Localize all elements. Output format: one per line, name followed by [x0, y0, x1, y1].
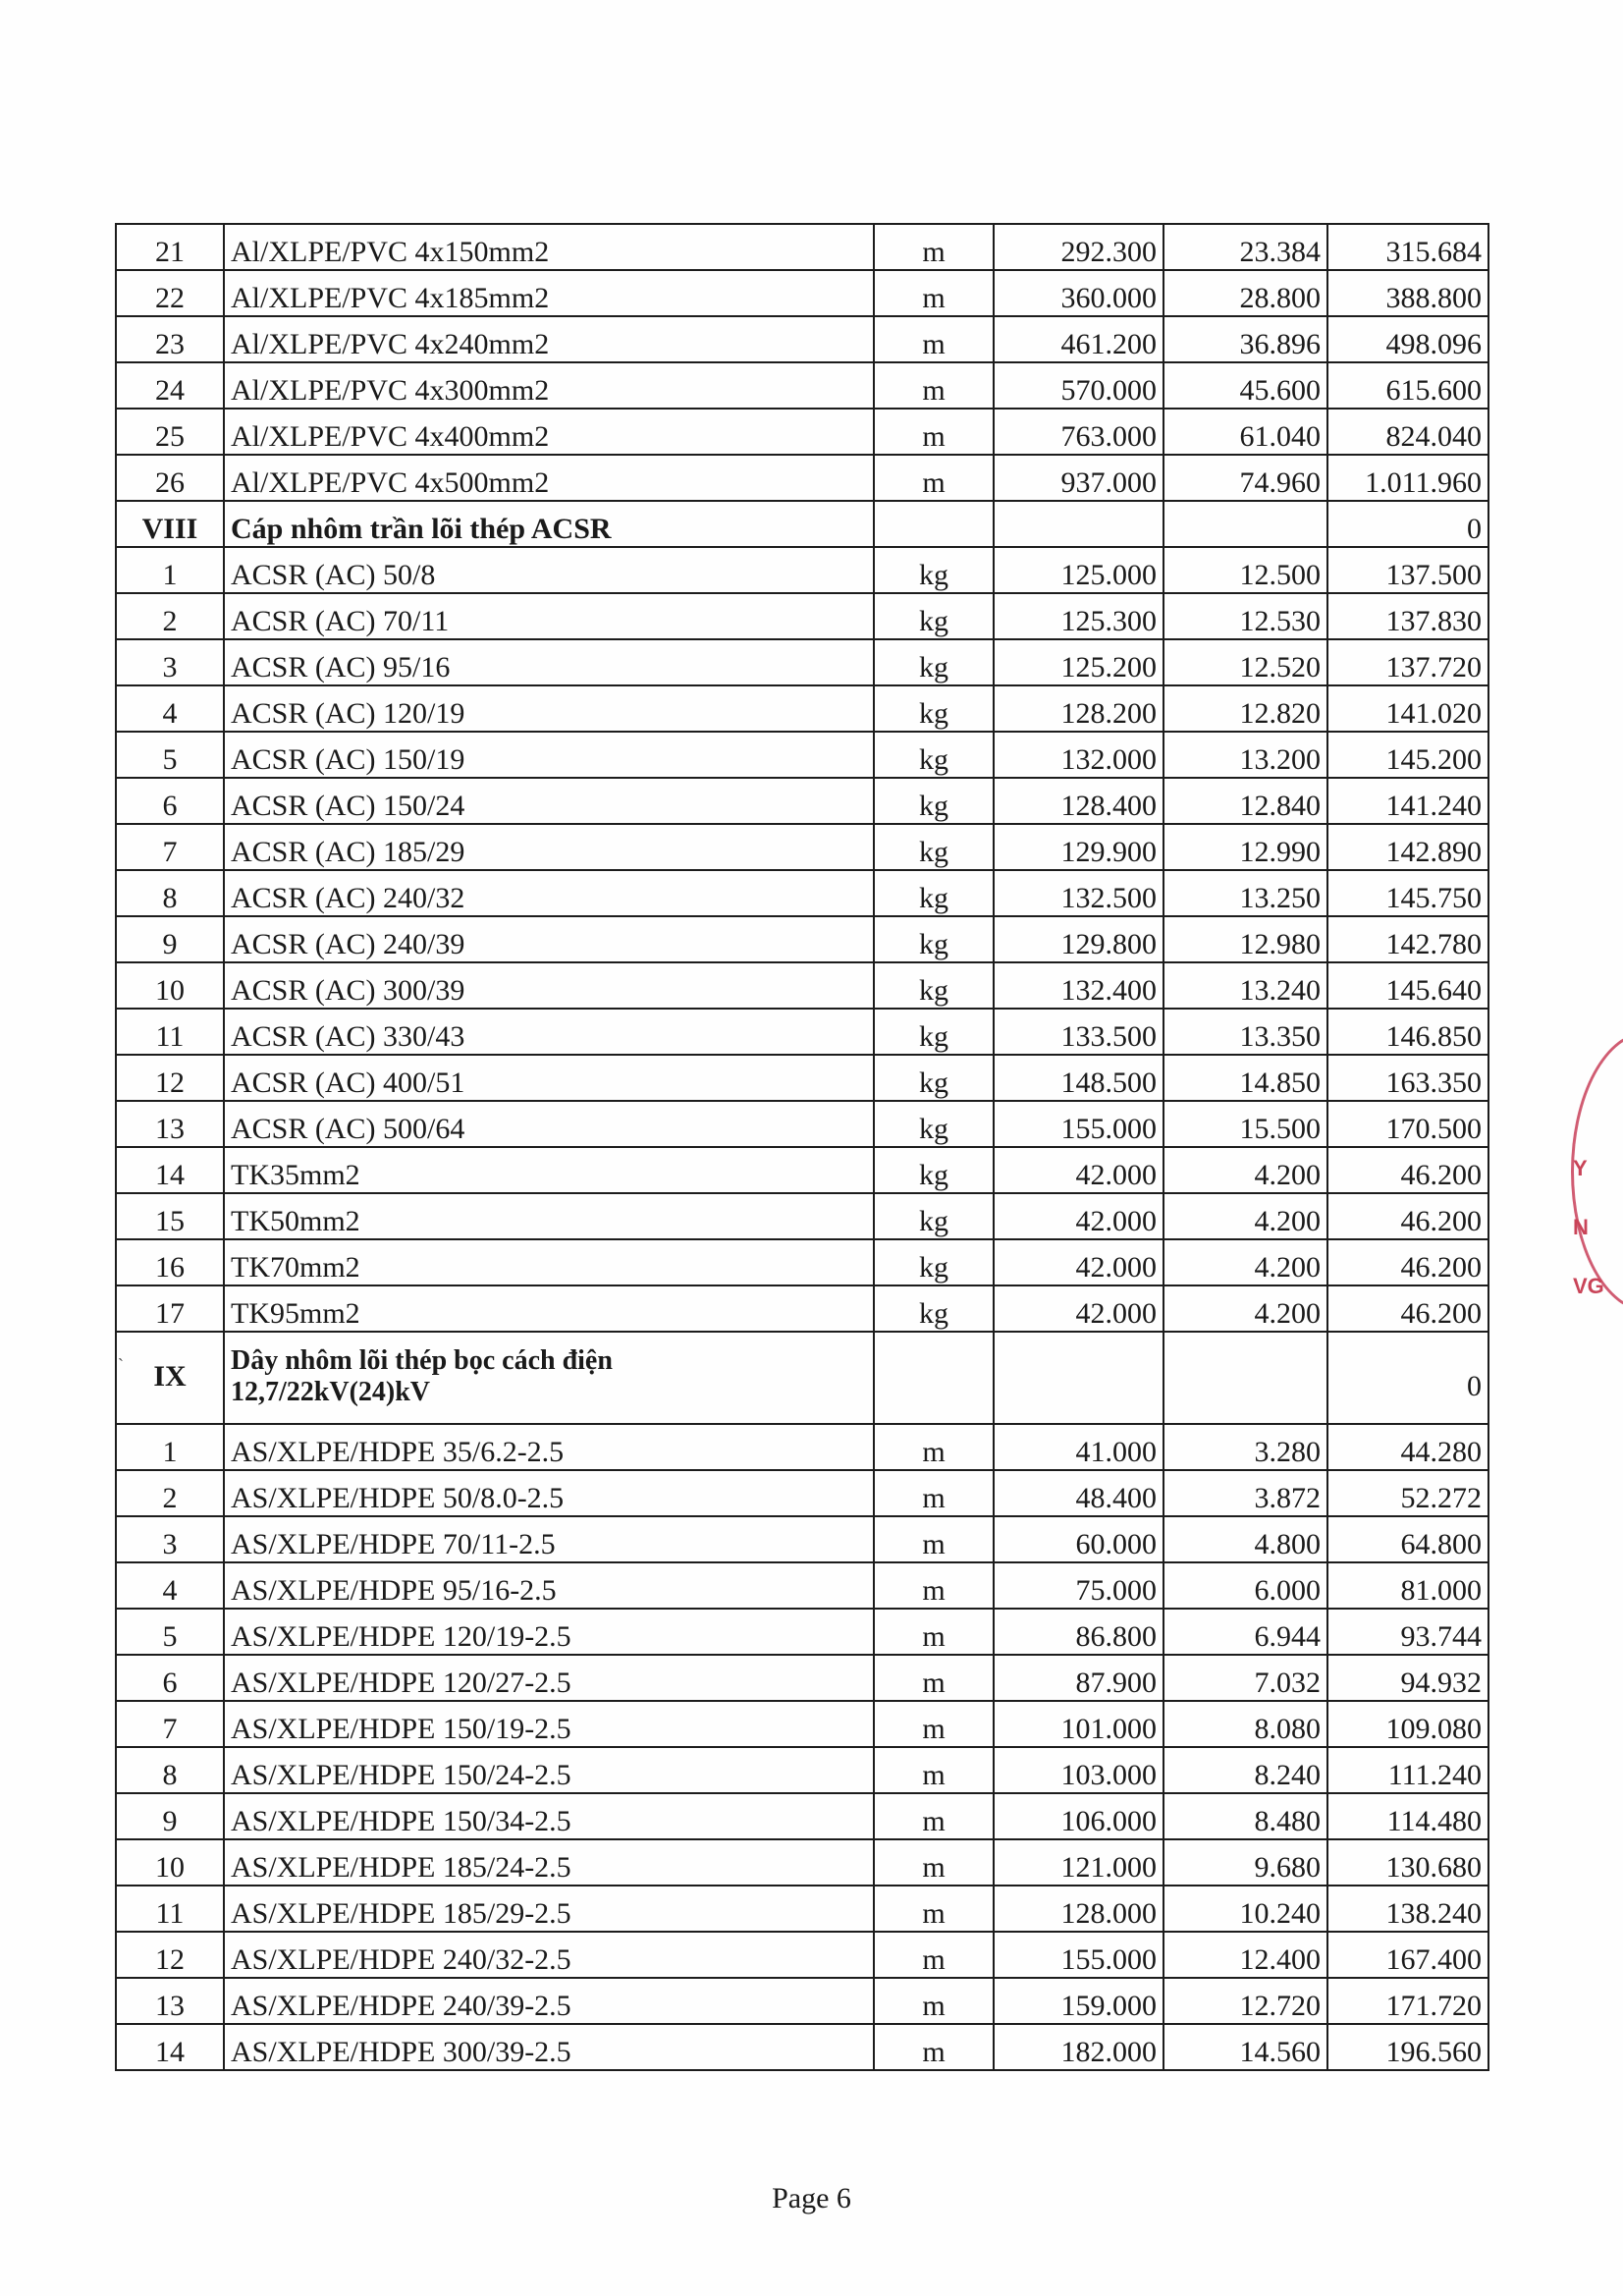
total-amount: 94.932	[1327, 1655, 1488, 1701]
row-number: 11	[116, 1009, 224, 1055]
total-amount: 46.200	[1327, 1285, 1488, 1332]
unit: kg	[874, 1055, 994, 1101]
table-row	[116, 224, 1488, 270]
table-row	[116, 1886, 1488, 1932]
row-number: 4	[116, 685, 224, 732]
row-number: 8	[116, 1747, 224, 1793]
table-row	[116, 1562, 1488, 1609]
row-number: 9	[116, 916, 224, 962]
unit: m	[874, 316, 994, 362]
item-name: AS/XLPE/HDPE 120/27-2.5	[224, 1655, 874, 1701]
tax-amount: 8.080	[1163, 1701, 1327, 1747]
item-name: AS/XLPE/HDPE 240/39-2.5	[224, 1978, 874, 2024]
total-amount: 142.890	[1327, 824, 1488, 870]
total-amount: 615.600	[1327, 362, 1488, 409]
tax-amount: 12.520	[1163, 639, 1327, 685]
row-number: 10	[116, 962, 224, 1009]
section-price	[994, 1332, 1163, 1424]
total-amount: 52.272	[1327, 1470, 1488, 1516]
item-name: TK50mm2	[224, 1193, 874, 1239]
unit-price: 87.900	[994, 1655, 1163, 1701]
tax-amount: 6.000	[1163, 1562, 1327, 1609]
total-amount: 163.350	[1327, 1055, 1488, 1101]
table-row	[116, 2024, 1488, 2070]
item-name: Al/XLPE/PVC 4x150mm2	[224, 224, 874, 270]
total-amount: 145.200	[1327, 732, 1488, 778]
row-number: 3	[116, 1516, 224, 1562]
row-number: 14	[116, 1147, 224, 1193]
item-name: AS/XLPE/HDPE 150/34-2.5	[224, 1793, 874, 1839]
row-number: 15	[116, 1193, 224, 1239]
scan-mark: `	[118, 1355, 124, 1375]
table-row	[116, 1239, 1488, 1285]
tax-amount: 45.600	[1163, 362, 1327, 409]
tax-amount: 28.800	[1163, 270, 1327, 316]
unit: m	[874, 409, 994, 455]
item-name: Al/XLPE/PVC 4x400mm2	[224, 409, 874, 455]
table-row	[116, 1655, 1488, 1701]
table-row	[116, 1147, 1488, 1193]
unit-price: 155.000	[994, 1101, 1163, 1147]
item-name: ACSR (AC) 95/16	[224, 639, 874, 685]
row-number: 3	[116, 639, 224, 685]
row-number: 7	[116, 824, 224, 870]
section-header-row	[116, 501, 1488, 547]
tax-amount: 9.680	[1163, 1839, 1327, 1886]
row-number: 7	[116, 1701, 224, 1747]
tax-amount: 3.280	[1163, 1424, 1327, 1470]
row-number: 22	[116, 270, 224, 316]
unit-price: 129.800	[994, 916, 1163, 962]
tax-amount: 36.896	[1163, 316, 1327, 362]
total-amount: 824.040	[1327, 409, 1488, 455]
tax-amount: 13.200	[1163, 732, 1327, 778]
tax-amount: 13.240	[1163, 962, 1327, 1009]
unit-price: 159.000	[994, 1978, 1163, 2024]
section-total: 0	[1327, 1332, 1488, 1424]
row-number: 4	[116, 1562, 224, 1609]
tax-amount: 12.840	[1163, 778, 1327, 824]
table-row	[116, 270, 1488, 316]
total-amount: 141.240	[1327, 778, 1488, 824]
row-number: 6	[116, 1655, 224, 1701]
unit-price: 128.200	[994, 685, 1163, 732]
unit-price: 133.500	[994, 1009, 1163, 1055]
total-amount: 146.850	[1327, 1009, 1488, 1055]
total-amount: 170.500	[1327, 1101, 1488, 1147]
total-amount: 111.240	[1327, 1747, 1488, 1793]
row-number: 25	[116, 409, 224, 455]
unit: m	[874, 1701, 994, 1747]
unit-price: 128.000	[994, 1886, 1163, 1932]
unit-price: 125.300	[994, 593, 1163, 639]
unit-price: 41.000	[994, 1424, 1163, 1470]
unit: m	[874, 224, 994, 270]
row-number: 6	[116, 778, 224, 824]
tax-amount: 14.850	[1163, 1055, 1327, 1101]
row-number: 13	[116, 1978, 224, 2024]
tax-amount: 4.200	[1163, 1285, 1327, 1332]
unit: m	[874, 1424, 994, 1470]
unit: kg	[874, 1147, 994, 1193]
section-total: 0	[1327, 501, 1488, 547]
section-header-row	[116, 1332, 1488, 1424]
row-number: 17	[116, 1285, 224, 1332]
unit-price: 42.000	[994, 1239, 1163, 1285]
row-number: 1	[116, 547, 224, 593]
unit-price: 937.000	[994, 455, 1163, 501]
unit: m	[874, 1978, 994, 2024]
total-amount: 46.200	[1327, 1239, 1488, 1285]
item-name: AS/XLPE/HDPE 95/16-2.5	[224, 1562, 874, 1609]
row-number: 5	[116, 732, 224, 778]
table-row	[116, 1978, 1488, 2024]
item-name: ACSR (AC) 500/64	[224, 1101, 874, 1147]
unit-price: 155.000	[994, 1932, 1163, 1978]
item-name: AS/XLPE/HDPE 35/6.2-2.5	[224, 1424, 874, 1470]
unit: kg	[874, 1193, 994, 1239]
item-name: ACSR (AC) 120/19	[224, 685, 874, 732]
section-tax	[1163, 501, 1327, 547]
unit-price: 121.000	[994, 1839, 1163, 1886]
unit: kg	[874, 1285, 994, 1332]
item-name: ACSR (AC) 150/24	[224, 778, 874, 824]
total-amount: 137.830	[1327, 593, 1488, 639]
unit-price: 360.000	[994, 270, 1163, 316]
table-row	[116, 1516, 1488, 1562]
table-row	[116, 455, 1488, 501]
unit: kg	[874, 1239, 994, 1285]
table-row	[116, 1793, 1488, 1839]
unit: m	[874, 455, 994, 501]
section-number: VIII	[116, 501, 224, 547]
unit-price: 461.200	[994, 316, 1163, 362]
section-title-line1: Dây nhôm lõi thép bọc cách điện	[231, 1345, 613, 1376]
tax-amount: 15.500	[1163, 1101, 1327, 1147]
unit: m	[874, 270, 994, 316]
unit: m	[874, 1793, 994, 1839]
unit: kg	[874, 639, 994, 685]
total-amount: 46.200	[1327, 1193, 1488, 1239]
tax-amount: 12.400	[1163, 1932, 1327, 1978]
section-unit	[874, 1332, 994, 1424]
unit: kg	[874, 732, 994, 778]
row-number: 23	[116, 316, 224, 362]
unit: kg	[874, 962, 994, 1009]
row-number: 12	[116, 1932, 224, 1978]
unit-price: 101.000	[994, 1701, 1163, 1747]
total-amount: 130.680	[1327, 1839, 1488, 1886]
tax-amount: 10.240	[1163, 1886, 1327, 1932]
unit-price: 75.000	[994, 1562, 1163, 1609]
row-number: 12	[116, 1055, 224, 1101]
table-row	[116, 639, 1488, 685]
tax-amount: 13.350	[1163, 1009, 1327, 1055]
tax-amount: 7.032	[1163, 1655, 1327, 1701]
unit-price: 570.000	[994, 362, 1163, 409]
total-amount: 498.096	[1327, 316, 1488, 362]
section-title	[224, 1332, 874, 1424]
row-number: 1	[116, 1424, 224, 1470]
section-number: IX	[116, 1332, 224, 1424]
tax-amount: 12.530	[1163, 593, 1327, 639]
tax-amount: 4.200	[1163, 1239, 1327, 1285]
table-row	[116, 1609, 1488, 1655]
total-amount: 137.720	[1327, 639, 1488, 685]
item-name: ACSR (AC) 50/8	[224, 547, 874, 593]
price-table	[115, 223, 1489, 2071]
item-name: ACSR (AC) 150/19	[224, 732, 874, 778]
unit: m	[874, 2024, 994, 2070]
section-title-line2: 12,7/22kV(24)kV	[231, 1377, 431, 1407]
total-amount: 141.020	[1327, 685, 1488, 732]
row-number: 2	[116, 593, 224, 639]
unit: m	[874, 1609, 994, 1655]
total-amount: 46.200	[1327, 1147, 1488, 1193]
unit-price: 42.000	[994, 1147, 1163, 1193]
section-price	[994, 501, 1163, 547]
tax-amount: 14.560	[1163, 2024, 1327, 2070]
table-row	[116, 1193, 1488, 1239]
total-amount: 171.720	[1327, 1978, 1488, 2024]
row-number: 24	[116, 362, 224, 409]
total-amount: 315.684	[1327, 224, 1488, 270]
section-title: Cáp nhôm trần lõi thép ACSR	[224, 501, 874, 547]
table-row	[116, 1747, 1488, 1793]
row-number: 11	[116, 1886, 224, 1932]
tax-amount: 61.040	[1163, 409, 1327, 455]
table-row	[116, 1839, 1488, 1886]
row-number: 8	[116, 870, 224, 916]
item-name: ACSR (AC) 330/43	[224, 1009, 874, 1055]
total-amount: 93.744	[1327, 1609, 1488, 1655]
unit: kg	[874, 916, 994, 962]
table-row	[116, 1470, 1488, 1516]
table-row	[116, 409, 1488, 455]
row-number: 10	[116, 1839, 224, 1886]
item-name: TK70mm2	[224, 1239, 874, 1285]
unit: kg	[874, 870, 994, 916]
unit: m	[874, 1839, 994, 1886]
row-number: 5	[116, 1609, 224, 1655]
table-row	[116, 1101, 1488, 1147]
table-row	[116, 870, 1488, 916]
unit-price: 292.300	[994, 224, 1163, 270]
unit: m	[874, 1932, 994, 1978]
unit: m	[874, 1562, 994, 1609]
table-row	[116, 962, 1488, 1009]
total-amount: 145.750	[1327, 870, 1488, 916]
item-name: TK95mm2	[224, 1285, 874, 1332]
tax-amount: 12.500	[1163, 547, 1327, 593]
item-name: Al/XLPE/PVC 4x500mm2	[224, 455, 874, 501]
item-name: AS/XLPE/HDPE 240/32-2.5	[224, 1932, 874, 1978]
table-row	[116, 1055, 1488, 1101]
page-number: Page 6	[772, 2182, 851, 2214]
unit: kg	[874, 547, 994, 593]
unit-price: 125.000	[994, 547, 1163, 593]
unit: m	[874, 1655, 994, 1701]
unit-price: 86.800	[994, 1609, 1163, 1655]
tax-amount: 12.980	[1163, 916, 1327, 962]
table-row	[116, 824, 1488, 870]
item-name: ACSR (AC) 300/39	[224, 962, 874, 1009]
total-amount: 114.480	[1327, 1793, 1488, 1839]
row-number: 21	[116, 224, 224, 270]
unit: kg	[874, 1101, 994, 1147]
row-number: 2	[116, 1470, 224, 1516]
item-name: ACSR (AC) 185/29	[224, 824, 874, 870]
table-row	[116, 362, 1488, 409]
total-amount: 138.240	[1327, 1886, 1488, 1932]
unit-price: 42.000	[994, 1193, 1163, 1239]
unit: kg	[874, 593, 994, 639]
total-amount: 196.560	[1327, 2024, 1488, 2070]
seal-letters: Y N VG	[1573, 1156, 1604, 1298]
table-row	[116, 1701, 1488, 1747]
total-amount: 167.400	[1327, 1932, 1488, 1978]
unit-price: 148.500	[994, 1055, 1163, 1101]
table-row	[116, 732, 1488, 778]
tax-amount: 12.990	[1163, 824, 1327, 870]
total-amount: 44.280	[1327, 1424, 1488, 1470]
row-number: 9	[116, 1793, 224, 1839]
unit-price: 106.000	[994, 1793, 1163, 1839]
total-amount: 142.780	[1327, 916, 1488, 962]
item-name: TK35mm2	[224, 1147, 874, 1193]
item-name: ACSR (AC) 240/32	[224, 870, 874, 916]
unit: kg	[874, 1009, 994, 1055]
table-row	[116, 1285, 1488, 1332]
item-name: Al/XLPE/PVC 4x240mm2	[224, 316, 874, 362]
item-name: ACSR (AC) 400/51	[224, 1055, 874, 1101]
unit: m	[874, 1747, 994, 1793]
item-name: AS/XLPE/HDPE 70/11-2.5	[224, 1516, 874, 1562]
table-row	[116, 1932, 1488, 1978]
item-name: AS/XLPE/HDPE 185/29-2.5	[224, 1886, 874, 1932]
table-row	[116, 916, 1488, 962]
unit: kg	[874, 778, 994, 824]
unit: m	[874, 362, 994, 409]
unit: kg	[874, 685, 994, 732]
item-name: AS/XLPE/HDPE 150/24-2.5	[224, 1747, 874, 1793]
row-number: 13	[116, 1101, 224, 1147]
unit-price: 182.000	[994, 2024, 1163, 2070]
total-amount: 81.000	[1327, 1562, 1488, 1609]
tax-amount: 3.872	[1163, 1470, 1327, 1516]
total-amount: 109.080	[1327, 1701, 1488, 1747]
table-row	[116, 1009, 1488, 1055]
row-number: 26	[116, 455, 224, 501]
total-amount: 145.640	[1327, 962, 1488, 1009]
total-amount: 1.011.960	[1327, 455, 1488, 501]
unit: m	[874, 1470, 994, 1516]
section-tax	[1163, 1332, 1327, 1424]
tax-amount: 12.820	[1163, 685, 1327, 732]
section-unit	[874, 501, 994, 547]
unit-price: 132.500	[994, 870, 1163, 916]
tax-amount: 4.200	[1163, 1193, 1327, 1239]
tax-amount: 4.800	[1163, 1516, 1327, 1562]
item-name: Al/XLPE/PVC 4x300mm2	[224, 362, 874, 409]
price-table-body	[116, 224, 1488, 2070]
item-name: AS/XLPE/HDPE 300/39-2.5	[224, 2024, 874, 2070]
table-row	[116, 685, 1488, 732]
item-name: Al/XLPE/PVC 4x185mm2	[224, 270, 874, 316]
unit-price: 132.400	[994, 962, 1163, 1009]
tax-amount: 12.720	[1163, 1978, 1327, 2024]
unit-price: 60.000	[994, 1516, 1163, 1562]
item-name: AS/XLPE/HDPE 120/19-2.5	[224, 1609, 874, 1655]
unit-price: 125.200	[994, 639, 1163, 685]
unit-price: 48.400	[994, 1470, 1163, 1516]
tax-amount: 8.480	[1163, 1793, 1327, 1839]
item-name: AS/XLPE/HDPE 50/8.0-2.5	[224, 1470, 874, 1516]
table-row	[116, 593, 1488, 639]
red-seal-stamp	[1561, 1031, 1623, 1306]
unit-price: 132.000	[994, 732, 1163, 778]
row-number: 14	[116, 2024, 224, 2070]
item-name: AS/XLPE/HDPE 185/24-2.5	[224, 1839, 874, 1886]
table-row	[116, 316, 1488, 362]
total-amount: 388.800	[1327, 270, 1488, 316]
unit-price: 763.000	[994, 409, 1163, 455]
total-amount: 64.800	[1327, 1516, 1488, 1562]
table-row	[116, 547, 1488, 593]
unit-price: 129.900	[994, 824, 1163, 870]
unit: m	[874, 1886, 994, 1932]
tax-amount: 23.384	[1163, 224, 1327, 270]
tax-amount: 4.200	[1163, 1147, 1327, 1193]
unit-price: 42.000	[994, 1285, 1163, 1332]
tax-amount: 6.944	[1163, 1609, 1327, 1655]
total-amount: 137.500	[1327, 547, 1488, 593]
unit-price: 103.000	[994, 1747, 1163, 1793]
tax-amount: 74.960	[1163, 455, 1327, 501]
tax-amount: 8.240	[1163, 1747, 1327, 1793]
unit: m	[874, 1516, 994, 1562]
row-number: 16	[116, 1239, 224, 1285]
table-row	[116, 778, 1488, 824]
item-name: AS/XLPE/HDPE 150/19-2.5	[224, 1701, 874, 1747]
unit-price: 128.400	[994, 778, 1163, 824]
item-name: ACSR (AC) 240/39	[224, 916, 874, 962]
table-row	[116, 1424, 1488, 1470]
unit: kg	[874, 824, 994, 870]
tax-amount: 13.250	[1163, 870, 1327, 916]
item-name: ACSR (AC) 70/11	[224, 593, 874, 639]
